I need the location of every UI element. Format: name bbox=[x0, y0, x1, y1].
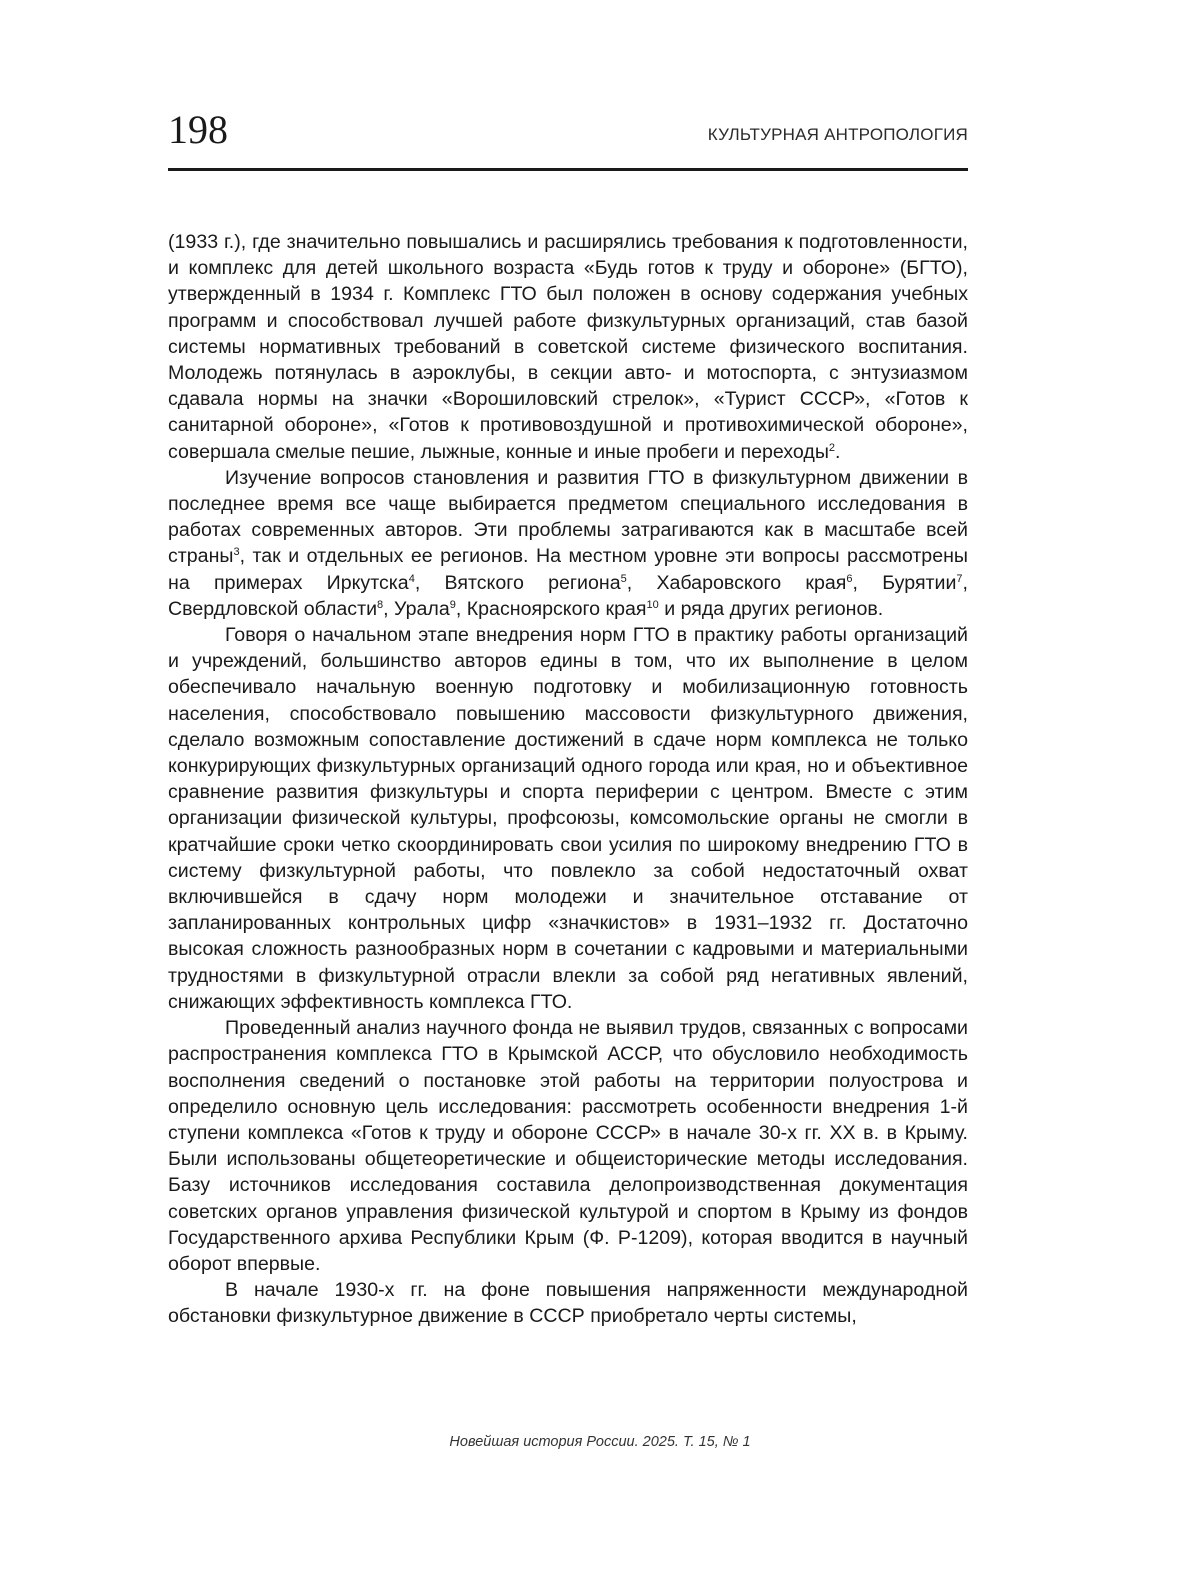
paragraph-text: Проведенный анализ научного фонда не выявил трудов, связанных с вопросами распространения комплекса ГТО в Крымской АССР, что обусловило необходимость восполнения сведений о постановке этой работы на территории полуострова и определило основную цель исследования: рассмотреть особенности внедрения 1-й ступени комплекса «Готов к труду и обороне СССР» в начале 30-х гг. XX в. в Крыму. Были использованы общетеоретические и общеисторические методы исследования. Базу источников исследования составила делопроизводственная документация советских органов управления физической культурой и спортом в Крыму из фондов Государственного архива Республики Крым (Ф. Р-1209), которая вводится в научный оборот впервые. bbox=[168, 1017, 968, 1275]
page-number: 198 bbox=[168, 107, 228, 152]
running-header bbox=[168, 100, 968, 171]
paragraph-text: Изучение вопросов становления и развития ГТО в физкультурном движении в последнее время все чаще выбирается предметом специального исследования в работах современных авторов. Эти проблемы затрагиваются как в масштабе всей страны bbox=[168, 466, 968, 568]
paragraph bbox=[168, 1015, 968, 1277]
article-body bbox=[168, 229, 968, 1330]
paragraph-text: В начале 1930-х гг. на фоне повышения напряженности международной обстановки физкультурное движение в СССР приобретало черты системы, bbox=[168, 1279, 968, 1328]
paragraph-text: (1933 г.), где значительно повышались и расширялись требования к подготовленности, и комплекс для детей школьного возраста «Будь готов к труду и обороне» (БГТО), утвержденный в 1934 г. Комплекс ГТО был положен в основу содержания учебных программ и способствовал лучшей работе физкультурных организаций, став базой системы нормативных требований в советской системе физического воспитания. Молодежь потянулась в аэроклубы, в секции авто- и мотоспорта, с энтузиазмом сдавала нормы на значки «Ворошиловский стрелок», «Турист СССР», «Готов к санитарной обороне», «Готов к противовоздушной и противохимической обороне», совершала смелые пешие, лыжные, конные и иные пробеги и переходы bbox=[168, 231, 968, 463]
paragraph-text: , Хабаровского края bbox=[626, 571, 847, 594]
footnote-ref[interactable]: 10 bbox=[646, 598, 659, 611]
paragraph-text: , Урала bbox=[383, 597, 450, 620]
paragraph-text: , Красноярского края bbox=[455, 597, 647, 620]
paragraph bbox=[168, 1277, 968, 1329]
footnote-ref[interactable]: 6 bbox=[846, 572, 853, 585]
paragraph-text: , так и отдельных ее регионов. На местном уровне эти вопросы рассмотрены на примерах Иркутска bbox=[168, 545, 968, 594]
footnote-ref[interactable]: 7 bbox=[956, 572, 963, 585]
paragraph-text: Говоря о начальном этапе внедрения норм ГТО в практику работы организаций и учреждений, большинство авторов едины в том, что их выполнение в целом обеспечивало начальную военную подготовку и мобилизационную готовность населения, способствовало повышению массовости физкультурного движения, сделало возможным сопоставление достижений в сдаче норм комплекса не только конкурирующих физкультурных организаций одного города или края, но и объективное сравнение развития физкультуры и спорта периферии с центром. Вместе с этим организации физической культуры, профсоюзы, комсомольские органы не смогли в кратчайшие сроки четко скоординировать свои усилия по широкому внедрению ГТО в систему физкультурной работы, что повлекло за собой недостаточный охват включившейся в сдачу норм молодежи и значительное отставание от запланированных контрольных цифр «значкистов» в 1931–1932 гг. Достаточно высокая сложность разнообразных норм в сочетании с кадровыми и материальными трудностями в физкультурной отрасли влекли за собой ряд негативных явлений, снижающих эффективность комплекса ГТО. bbox=[168, 624, 968, 1013]
section-title: КУЛЬТУРНАЯ АНТРОПОЛОГИЯ bbox=[707, 125, 968, 144]
paragraph-text: и ряда других регионов. bbox=[658, 597, 884, 620]
footnote-ref[interactable]: 4 bbox=[408, 572, 415, 585]
footnote-ref[interactable]: 3 bbox=[233, 546, 240, 559]
paragraph bbox=[168, 229, 968, 465]
paragraph-text: , Вятского региона bbox=[414, 571, 621, 594]
footnote-ref[interactable]: 2 bbox=[828, 441, 836, 454]
journal-footer: Новейшая история России. 2025. Т. 15, № 1 bbox=[449, 1434, 751, 1450]
paragraph bbox=[168, 622, 968, 1015]
paragraph-text: , Бурятии bbox=[852, 571, 957, 594]
paragraph bbox=[168, 465, 968, 622]
footnote-ref[interactable]: 9 bbox=[449, 598, 456, 611]
footnote-ref[interactable]: 5 bbox=[620, 572, 627, 585]
paragraph-text: , Свердловской области bbox=[168, 571, 968, 620]
paragraph-text: . bbox=[835, 440, 841, 463]
footnote-ref[interactable]: 8 bbox=[377, 598, 384, 611]
